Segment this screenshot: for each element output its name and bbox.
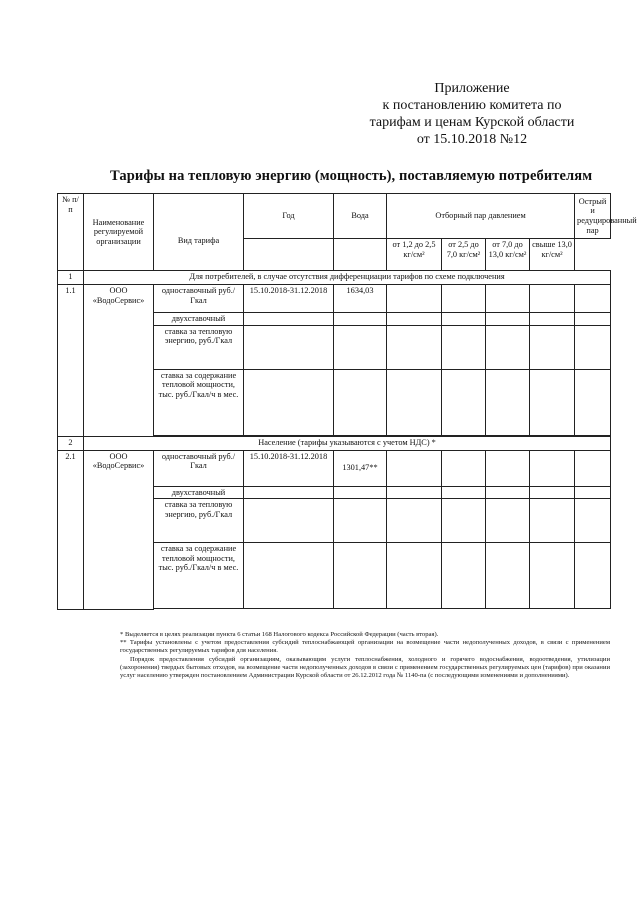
header-tariff-type: Вид тарифа	[154, 194, 244, 271]
header-water-sub	[334, 239, 387, 271]
row-2-org: ООО «ВодоСервис»	[84, 450, 154, 609]
row-2-two-part: двухставочный	[154, 486, 244, 499]
row-2-rate-capacity: ставка за содержание тепловой мощности, тыс. руб./Гкал/ч в мес.	[154, 543, 244, 609]
footnote-2: ** Тарифы установлены с учетом предоставления субсидий теплоснабжающей организации на возмещение части недополученных доходов, в связи с применением государственных регулируемых тарифов для населения.	[120, 639, 610, 655]
footnote-3: Порядок предоставления субсидий организациям, оказывающим услуги теплоснабжения, холодного и горячего водоснабжения, водоотведения, утилизации (захоронения) твердых бытовых отходов, на возмещение части недополученных доходов в связи с применением государственных регулируемых цен (тарифов) при оказании услуг населению утвержден постановлением Администрации Курской области от 26.12.2012 года № 1140-па (с последующими изменениями и дополнениями).	[120, 655, 610, 680]
header-water: Вода	[334, 194, 387, 239]
header-pressure-3: от 7,0 до 13,0 кг/см²	[486, 239, 530, 271]
row-2-rate-energy: ставка за тепловую энергию, руб./Гкал	[154, 499, 244, 543]
document-title: Тарифы на тепловую энергию (мощность), поставляемую потребителям	[110, 168, 593, 184]
header-num: № п/п	[58, 194, 84, 271]
row-1-water: 1634,03	[334, 285, 387, 313]
annex-line-1: Приложение	[434, 81, 510, 96]
header-pressure-4: свыше 13,0 кг/см²	[530, 239, 575, 271]
section-2-num: 2	[58, 436, 84, 450]
footnote-1: * Выделяется в целях реализации пункта 6 статьи 168 Налогового кодекса Российской Федерации (часть вторая).	[120, 631, 439, 638]
row-1-single: одноставочный руб./Гкал	[154, 285, 244, 313]
row-2-water: 1301,47**	[334, 450, 387, 486]
header-steam: Отборный пар давлением	[387, 194, 575, 239]
row-2-single: одноставочный руб./Гкал	[154, 450, 244, 486]
row-2-period: 15.10.2018-31.12.2018	[244, 450, 334, 486]
row-1-two-part: двухставочный	[154, 313, 244, 326]
row-1-num: 1.1	[58, 285, 84, 437]
row-2-num: 2.1	[58, 450, 84, 609]
annex-line-3: тарифам и ценам Курской области	[369, 115, 575, 130]
tariffs-table	[57, 193, 637, 610]
annex-line-4: от 15.10.2018 №12	[416, 132, 528, 147]
section-2-label: Население (тарифы указываются с учетом НДС) *	[84, 436, 611, 450]
header-acute-steam: Острый и редуцированный пар	[575, 194, 611, 239]
section-1-label: Для потребителей, в случае отсутствия дифференциации тарифов по схеме подключения	[84, 271, 611, 285]
row-1-org: ООО «ВодоСервис»	[84, 285, 154, 437]
row-1-period: 15.10.2018-31.12.2018	[244, 285, 334, 313]
annex-block	[352, 80, 592, 148]
footnotes	[120, 631, 610, 680]
header-org: Наименование регулируемой организации	[84, 194, 154, 271]
header-year: Год	[244, 194, 334, 239]
annex-line-2: к постановлению комитета по	[382, 98, 562, 113]
row-1-rate-energy: ставка за тепловую энергию, руб./Гкал	[154, 325, 244, 369]
header-pressure-2: от 2,5 до 7,0 кг/см²	[442, 239, 486, 271]
section-1-num: 1	[58, 271, 84, 285]
row-1-rate-capacity: ставка за содержание тепловой мощности, тыс. руб./Гкал/ч в мес.	[154, 369, 244, 435]
header-year-sub	[244, 239, 334, 271]
header-pressure-1: от 1,2 до 2,5 кг/см²	[387, 239, 442, 271]
